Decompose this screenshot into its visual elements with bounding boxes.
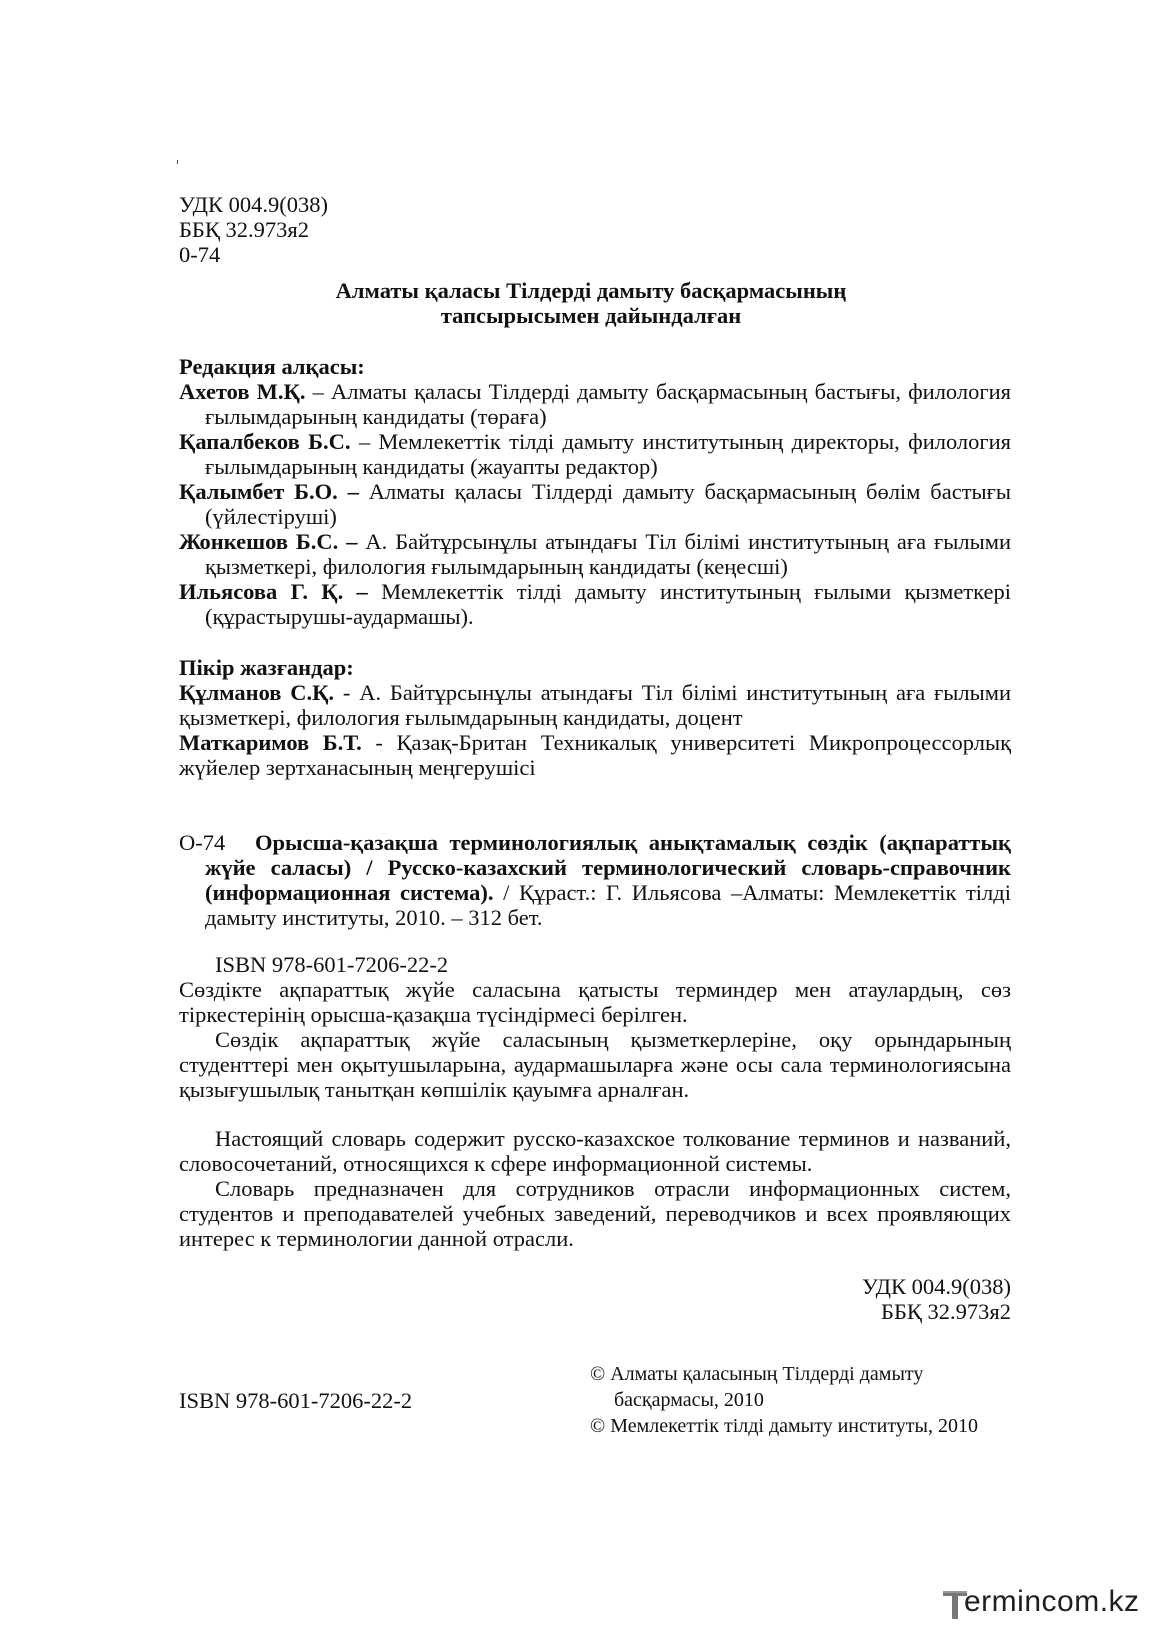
book-title: Орысша-қазақша терминологиялық анықтамалық сөздік (ақпараттық жүйе саласы) / Русско-казахский терминологический словарь-справочник (информационная система).	[205, 830, 1011, 905]
reviewers-heading: Пікір жазғандар:	[179, 655, 354, 680]
book-details: / Құраст.: Г. Ильясова –Алматы: Мемлекеттік тілді дамыту институты, 2010. – 312 бет.	[205, 880, 1011, 930]
title-page	[179, 192, 1012, 1324]
editorial-member	[179, 579, 1011, 629]
catalog-record-text	[179, 830, 1011, 930]
member-name: Жонкешов Б.С. –	[179, 529, 358, 554]
editorial-member	[179, 479, 1011, 529]
footer-udk: УДК 004.9(038)	[862, 1274, 1011, 1299]
editorial-heading: Редакция алқасы:	[179, 354, 365, 379]
reviewer-role: - А. Байтұрсынұлы атындағы Тіл білімі институтының аға ғылыми қызметкері, филология ғылымдарының кандидаты, доцент	[179, 680, 1011, 730]
annotation-ru-p2: Словарь предназначен для сотрудников отрасли информационных систем, студентов и преподавателей учебных заведений, переводчиков и всех проявляющих интерес к терминологии данной отрасли.	[179, 1176, 1011, 1251]
member-role: – Алматы қаласы Тілдерді дамыту басқармасының бастығы, филология ғылымдарының кандидаты (төраға)	[205, 379, 1011, 429]
member-role: Алматы қаласы Тілдерді дамыту басқармасының бөлім бастығы (үйлестіруші)	[205, 479, 1011, 529]
editorial-member	[179, 429, 1011, 479]
editorial-member	[179, 379, 1011, 429]
header-codes	[179, 192, 1011, 267]
catalog-record-code: О-74	[179, 830, 226, 855]
bottom-isbn: ISBN 978-601-7206-22-2	[179, 1388, 413, 1413]
member-role: – Мемлекеттік тілді дамыту институтының директоры, филология ғылымдарының кандидаты (жауапты редактор)	[205, 429, 1012, 479]
annotation-ru	[179, 1126, 1011, 1251]
catalog-record	[179, 830, 1011, 930]
reviewer	[179, 680, 1011, 730]
editorial-board	[179, 354, 1011, 629]
udk-code: УДК 004.9(038)	[179, 192, 328, 217]
bbk-code: ББҚ 32.973я2	[179, 217, 309, 242]
reviewer-role: - Қазақ-Британ Техникалық университеті Микропроцессорлық жүйелер зертханасының меңгерушісі	[179, 730, 1011, 780]
member-role: А. Байтұрсынұлы атындағы Тіл білімі институтының аға ғылыми қызметкері, филология ғылымдарының кандидаты (кеңесші)	[205, 529, 1011, 579]
annotation-kz-p1: Сөздікте ақпараттық жүйе саласына қатысты терминдер мен атаулардың, сөз тіркестерінің орысша-қазақша түсіндірмесі берілген.	[179, 977, 1011, 1027]
member-name: Ильясова Г. Қ. –	[179, 579, 368, 604]
member-name: Қапалбеков Б.С.	[179, 429, 351, 454]
member-name: Ахетов М.Қ.	[179, 379, 306, 404]
scan-mark	[177, 160, 178, 164]
member-name: Қалымбет Б.О. –	[179, 479, 359, 504]
reviewer	[179, 730, 1011, 780]
catalog-isbn: ISBN 978-601-7206-22-2	[215, 952, 449, 977]
annotation-kz-p2: Сөздік ақпараттық жүйе саласының қызметкерлеріне, оқу орындарының студенттері мен оқытушыларына, аудармашыларға және осы сала терминологиясына қызығушылық танытқан көпшілік қауымға арналған.	[179, 1027, 1011, 1102]
footer-bbk: ББҚ 32.973я2	[881, 1299, 1011, 1324]
copyright-block	[590, 1361, 1010, 1439]
catalog-code: 0-74	[179, 242, 221, 267]
copyright-1-line1: © Алматы қаласының Тілдерді дамыту	[590, 1363, 924, 1385]
reviewer-name: Маткаримов Б.Т.	[179, 730, 362, 755]
annotation-kz	[179, 977, 1011, 1102]
order-title	[171, 278, 1011, 328]
watermark-text: ermincom.kz	[964, 1585, 1140, 1618]
member-role: Мемлекеттік тілді дамыту институтының ғылыми қызметкері (құрастырушы-аудармашы).	[205, 579, 1012, 629]
termincom-watermark	[942, 1583, 1152, 1621]
order-title-line2: тапсырысымен дайындалған	[440, 303, 742, 328]
reviewer-name: Құлманов С.Қ.	[179, 680, 335, 705]
copyright-2: © Мемлекеттік тілді дамыту институты, 2010	[590, 1415, 978, 1437]
annotation-ru-p1: Настоящий словарь содержит русско-казахское толкование терминов и названий, словосочетаний, относящихся к сфере информационной системы.	[179, 1126, 1011, 1176]
editorial-member	[179, 529, 1011, 579]
footer-codes	[179, 1274, 1011, 1324]
order-title-line1: Алматы қаласы Тілдерді дамыту басқармасының	[335, 278, 847, 303]
copyright-1-line2: басқармасы, 2010	[614, 1389, 764, 1411]
reviewers	[179, 655, 1011, 780]
